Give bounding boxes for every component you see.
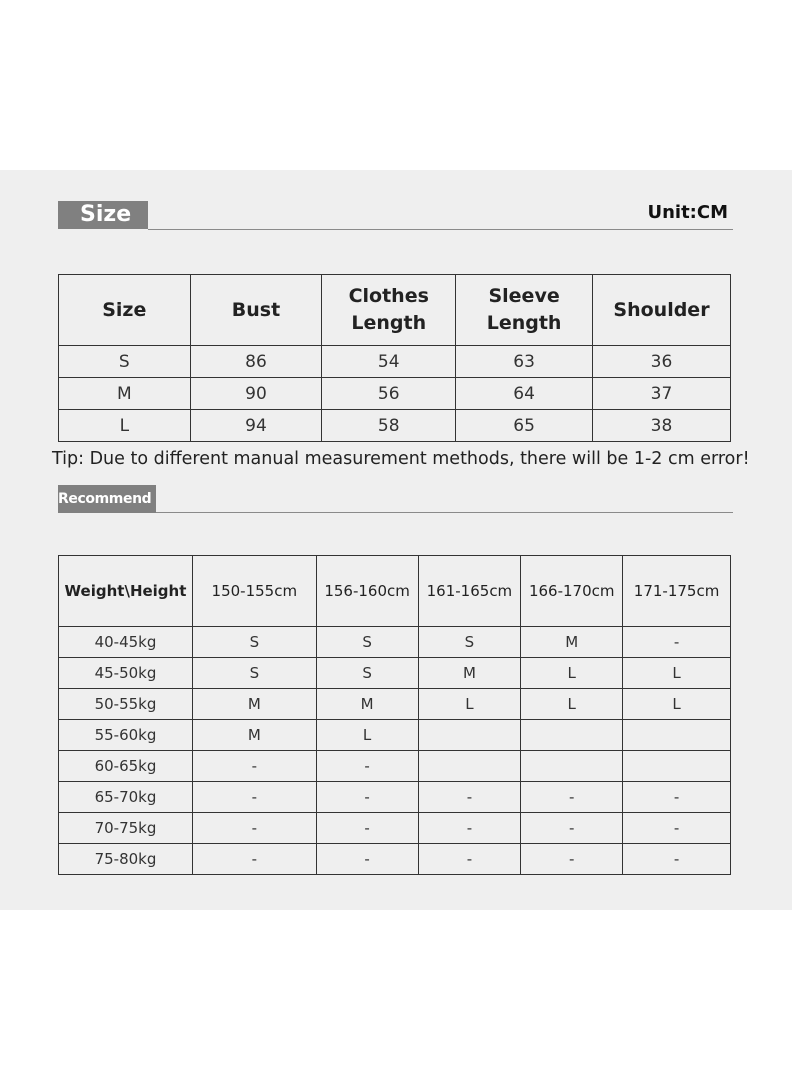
recommend-section-divider bbox=[156, 512, 733, 513]
size-section-tag: Size bbox=[58, 201, 148, 229]
size-table-header-cell: Bust bbox=[190, 275, 322, 346]
size-table-cell: 86 bbox=[190, 346, 322, 378]
measurement-tip: Tip: Due to different manual measurement methods, there will be 1-2 cm error! bbox=[52, 449, 750, 469]
recommend-table-cell: L bbox=[623, 689, 731, 720]
recommend-table-header-cell: 150-155cm bbox=[192, 556, 316, 627]
recommend-table-cell: - bbox=[316, 844, 418, 875]
recommend-table-cell: - bbox=[521, 782, 623, 813]
recommend-table-row bbox=[59, 658, 731, 689]
recommend-table-cell: - bbox=[418, 782, 521, 813]
size-table-cell: 37 bbox=[593, 378, 731, 410]
recommend-table-cell: 60-65kg bbox=[59, 751, 193, 782]
size-table-body bbox=[59, 275, 731, 442]
recommend-table-cell: 70-75kg bbox=[59, 813, 193, 844]
size-table-cell: 64 bbox=[456, 378, 593, 410]
recommend-table-cell: - bbox=[192, 813, 316, 844]
recommend-table-cell: 45-50kg bbox=[59, 658, 193, 689]
recommend-table-row bbox=[59, 813, 731, 844]
recommend-table-cell: S bbox=[192, 627, 316, 658]
recommend-table-cell: M bbox=[192, 720, 316, 751]
recommend-table-row bbox=[59, 627, 731, 658]
size-table-header-cell: Shoulder bbox=[593, 275, 731, 346]
size-table-cell: 54 bbox=[322, 346, 456, 378]
size-table-header-cell: Sleeve Length bbox=[456, 275, 593, 346]
recommend-table-cell: L bbox=[623, 658, 731, 689]
size-table bbox=[58, 274, 731, 442]
size-table-cell: 38 bbox=[593, 410, 731, 442]
recommend-table-row bbox=[59, 751, 731, 782]
recommend-table-cell: - bbox=[316, 813, 418, 844]
size-table-header-cell: Size bbox=[59, 275, 191, 346]
size-table-header-cell: Clothes Length bbox=[322, 275, 456, 346]
size-table-cell: M bbox=[59, 378, 191, 410]
recommend-table-row bbox=[59, 782, 731, 813]
recommend-table-cell bbox=[418, 751, 521, 782]
recommend-table-header-cell: Weight\Height bbox=[59, 556, 193, 627]
size-chart-panel bbox=[0, 170, 792, 910]
recommend-table-cell: L bbox=[521, 658, 623, 689]
size-table-cell: 94 bbox=[190, 410, 322, 442]
recommend-table-cell: - bbox=[623, 782, 731, 813]
size-table-cell: 65 bbox=[456, 410, 593, 442]
recommend-table-cell: 75-80kg bbox=[59, 844, 193, 875]
size-table-row bbox=[59, 346, 731, 378]
recommend-table-cell bbox=[623, 720, 731, 751]
size-table-cell: 56 bbox=[322, 378, 456, 410]
recommend-table-cell bbox=[623, 751, 731, 782]
size-table-cell: 63 bbox=[456, 346, 593, 378]
recommend-table-cell: - bbox=[623, 813, 731, 844]
recommend-table-cell: - bbox=[521, 813, 623, 844]
recommend-table-cell: M bbox=[316, 689, 418, 720]
size-table-cell: L bbox=[59, 410, 191, 442]
recommend-table-cell: L bbox=[521, 689, 623, 720]
recommend-table-cell bbox=[521, 751, 623, 782]
recommend-table-body bbox=[59, 556, 731, 875]
size-table-cell: 58 bbox=[322, 410, 456, 442]
recommend-table-row bbox=[59, 720, 731, 751]
size-table-row bbox=[59, 410, 731, 442]
recommend-table-cell: S bbox=[316, 658, 418, 689]
recommend-table-cell: 40-45kg bbox=[59, 627, 193, 658]
recommend-table-cell: 55-60kg bbox=[59, 720, 193, 751]
recommend-table-cell: S bbox=[192, 658, 316, 689]
recommend-table-cell: M bbox=[192, 689, 316, 720]
recommend-table-cell bbox=[418, 720, 521, 751]
recommend-table-cell: - bbox=[521, 844, 623, 875]
recommend-table-cell: - bbox=[623, 627, 731, 658]
recommend-table-cell: L bbox=[316, 720, 418, 751]
size-table-row bbox=[59, 378, 731, 410]
recommend-table-cell bbox=[521, 720, 623, 751]
recommend-table-cell: - bbox=[192, 751, 316, 782]
recommend-table bbox=[58, 555, 731, 875]
size-table-cell: 90 bbox=[190, 378, 322, 410]
recommend-table-cell: L bbox=[418, 689, 521, 720]
recommend-table-row bbox=[59, 844, 731, 875]
recommend-table-cell: - bbox=[192, 782, 316, 813]
recommend-table-cell: - bbox=[418, 813, 521, 844]
size-table-header-row bbox=[59, 275, 731, 346]
size-table-cell: S bbox=[59, 346, 191, 378]
recommend-table-cell: S bbox=[418, 627, 521, 658]
recommend-table-cell: S bbox=[316, 627, 418, 658]
recommend-table-cell: - bbox=[316, 782, 418, 813]
recommend-table-cell: 50-55kg bbox=[59, 689, 193, 720]
recommend-table-header-row bbox=[59, 556, 731, 627]
recommend-table-cell: - bbox=[192, 844, 316, 875]
recommend-table-cell: M bbox=[418, 658, 521, 689]
recommend-table-header-cell: 166-170cm bbox=[521, 556, 623, 627]
recommend-table-row bbox=[59, 689, 731, 720]
recommend-table-header-cell: 161-165cm bbox=[418, 556, 521, 627]
recommend-table-cell: M bbox=[521, 627, 623, 658]
unit-label: Unit:CM bbox=[647, 202, 728, 223]
recommend-table-cell: - bbox=[418, 844, 521, 875]
size-table-cell: 36 bbox=[593, 346, 731, 378]
recommend-section-tag: Recommend bbox=[58, 485, 156, 513]
recommend-table-cell: - bbox=[316, 751, 418, 782]
recommend-table-header-cell: 156-160cm bbox=[316, 556, 418, 627]
recommend-table-cell: - bbox=[623, 844, 731, 875]
recommend-table-cell: 65-70kg bbox=[59, 782, 193, 813]
recommend-table-header-cell: 171-175cm bbox=[623, 556, 731, 627]
size-section-divider bbox=[148, 229, 733, 230]
